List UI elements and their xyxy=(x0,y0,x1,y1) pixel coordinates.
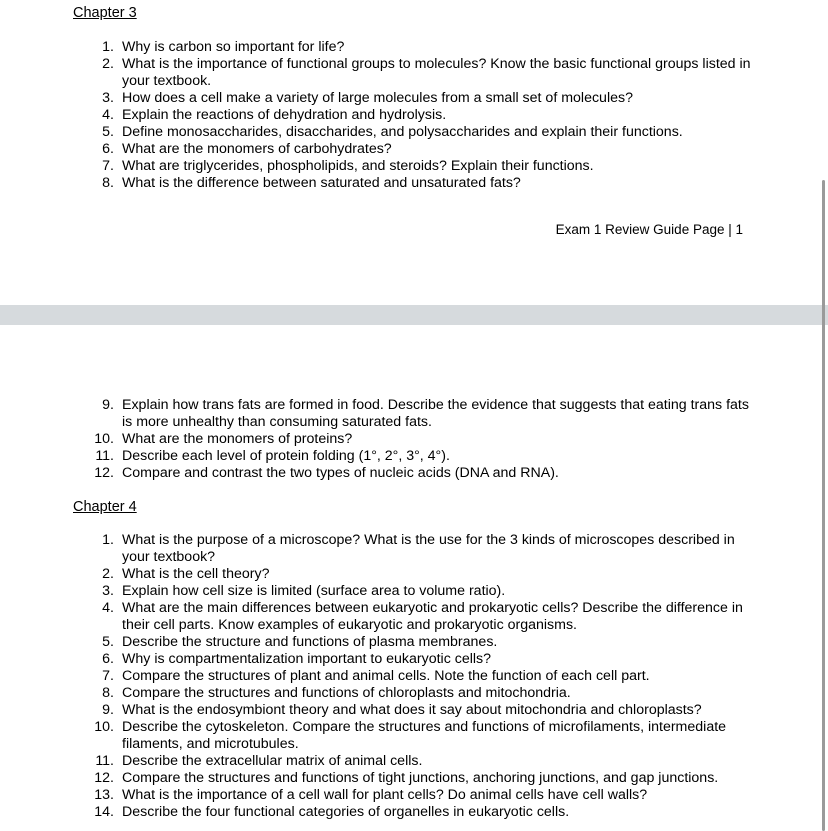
item-number: 1. xyxy=(102,39,114,55)
item-text: What is the purpose of a microscope? What is the use for the 3 kinds of microscopes described in your textbook? xyxy=(122,532,735,565)
list-item xyxy=(0,804,816,821)
document-page-2 xyxy=(0,325,816,831)
item-number: 1. xyxy=(102,532,114,548)
list-item xyxy=(0,702,816,719)
list-item xyxy=(0,770,816,787)
list-item xyxy=(0,158,816,175)
item-text: Define monosaccharides, disaccharides, and polysaccharides and explain their functions. xyxy=(122,124,683,140)
list-item xyxy=(0,600,816,634)
item-number: 10. xyxy=(94,431,114,447)
item-number: 3. xyxy=(102,90,114,106)
item-number: 9. xyxy=(102,397,114,413)
list-item xyxy=(0,124,816,141)
item-text: Describe the extracellular matrix of animal cells. xyxy=(122,753,423,769)
item-text: What is the importance of functional groups to molecules? Know the basic functional groups listed in your textbook. xyxy=(122,56,751,89)
item-text: What is the difference between saturated and unsaturated fats? xyxy=(122,175,521,191)
item-number: 4. xyxy=(102,107,114,123)
item-text: What are the monomers of proteins? xyxy=(122,431,353,447)
list-item xyxy=(0,685,816,702)
item-number: 8. xyxy=(102,175,114,191)
list-item xyxy=(0,90,816,107)
item-text: Compare the structures and functions of tight junctions, anchoring junctions, and gap junctions. xyxy=(122,770,719,786)
item-number: 5. xyxy=(102,634,114,650)
list-item xyxy=(0,787,816,804)
item-text: Compare and contrast the two types of nucleic acids (DNA and RNA). xyxy=(122,465,559,481)
item-number: 9. xyxy=(102,702,114,718)
list-item xyxy=(0,532,816,566)
item-text: What is the endosymbiont theory and what does it say about mitochondria and chloroplasts? xyxy=(122,702,702,718)
chapter-3-question-list xyxy=(0,39,816,192)
item-number: 11. xyxy=(95,753,114,769)
list-item xyxy=(0,753,816,770)
item-text: Why is compartmentalization important to eukaryotic cells? xyxy=(122,651,492,667)
list-item xyxy=(0,668,816,685)
item-text: Why is carbon so important for life? xyxy=(122,39,345,55)
list-item xyxy=(0,465,816,482)
item-number: 14. xyxy=(94,804,114,820)
item-text: What is the cell theory? xyxy=(122,566,270,582)
chapter-4-question-list xyxy=(0,532,816,821)
item-text: Describe each level of protein folding (1°, 2°, 3°, 4°). xyxy=(122,448,450,464)
item-text: Describe the structure and functions of plasma membranes. xyxy=(122,634,498,650)
item-text: Compare the structures of plant and animal cells. Note the function of each cell part. xyxy=(122,668,650,684)
item-text: Describe the cytoskeleton. Compare the structures and functions of microfilaments, intermediate filaments, and microtubules. xyxy=(122,719,727,752)
item-number: 11. xyxy=(95,448,114,464)
list-item xyxy=(0,39,816,56)
item-text: Explain how cell size is limited (surface area to volume ratio). xyxy=(122,583,506,599)
list-item xyxy=(0,583,816,600)
page-separator xyxy=(0,305,828,325)
item-number: 3. xyxy=(102,583,114,599)
item-number: 5. xyxy=(102,124,114,140)
item-text: What are the main differences between eukaryotic and prokaryotic cells? Describe the difference in their cell parts. Know examples of eukaryotic and prokaryotic organisms. xyxy=(122,600,743,633)
item-text: Compare the structures and functions of chloroplasts and mitochondria. xyxy=(122,685,571,701)
list-item xyxy=(0,634,816,651)
item-number: 4. xyxy=(102,600,114,616)
item-number: 2. xyxy=(102,566,114,582)
list-item xyxy=(0,448,816,465)
item-number: 12. xyxy=(94,770,114,786)
list-item xyxy=(0,651,816,668)
chapter-3-question-list-continued xyxy=(0,397,816,482)
item-number: 13. xyxy=(94,787,114,803)
list-item xyxy=(0,141,816,158)
item-text: How does a cell make a variety of large molecules from a small set of molecules? xyxy=(122,90,633,106)
vertical-scrollbar[interactable] xyxy=(816,180,828,831)
list-item xyxy=(0,175,816,192)
item-text: Explain the reactions of dehydration and hydrolysis. xyxy=(122,107,447,123)
item-number: 12. xyxy=(94,465,114,481)
item-number: 6. xyxy=(102,141,114,157)
chapter-4-heading: Chapter 4 xyxy=(73,499,137,515)
item-number: 6. xyxy=(102,651,114,667)
document-page-1 xyxy=(0,0,816,305)
item-text: What are the monomers of carbohydrates? xyxy=(122,141,392,157)
list-item xyxy=(0,397,816,431)
item-text: Describe the four functional categories of organelles in eukaryotic cells. xyxy=(122,804,570,820)
item-text: What are triglycerides, phospholipids, and steroids? Explain their functions. xyxy=(122,158,594,174)
list-item xyxy=(0,107,816,124)
item-text: What is the importance of a cell wall for plant cells? Do animal cells have cell walls? xyxy=(122,787,648,803)
page-footer: Exam 1 Review Guide Page | 1 xyxy=(555,222,743,237)
item-number: 7. xyxy=(102,668,114,684)
list-item xyxy=(0,566,816,583)
list-item xyxy=(0,719,816,753)
item-number: 2. xyxy=(102,56,114,72)
item-text: Explain how trans fats are formed in food. Describe the evidence that suggests that eating trans fats is more unhealthy than consuming saturated fats. xyxy=(122,397,749,430)
list-item xyxy=(0,56,816,90)
item-number: 8. xyxy=(102,685,114,701)
list-item xyxy=(0,431,816,448)
chapter-3-heading: Chapter 3 xyxy=(73,5,137,21)
scrollbar-thumb[interactable] xyxy=(822,180,825,831)
item-number: 7. xyxy=(102,158,114,174)
item-number: 10. xyxy=(94,719,114,735)
